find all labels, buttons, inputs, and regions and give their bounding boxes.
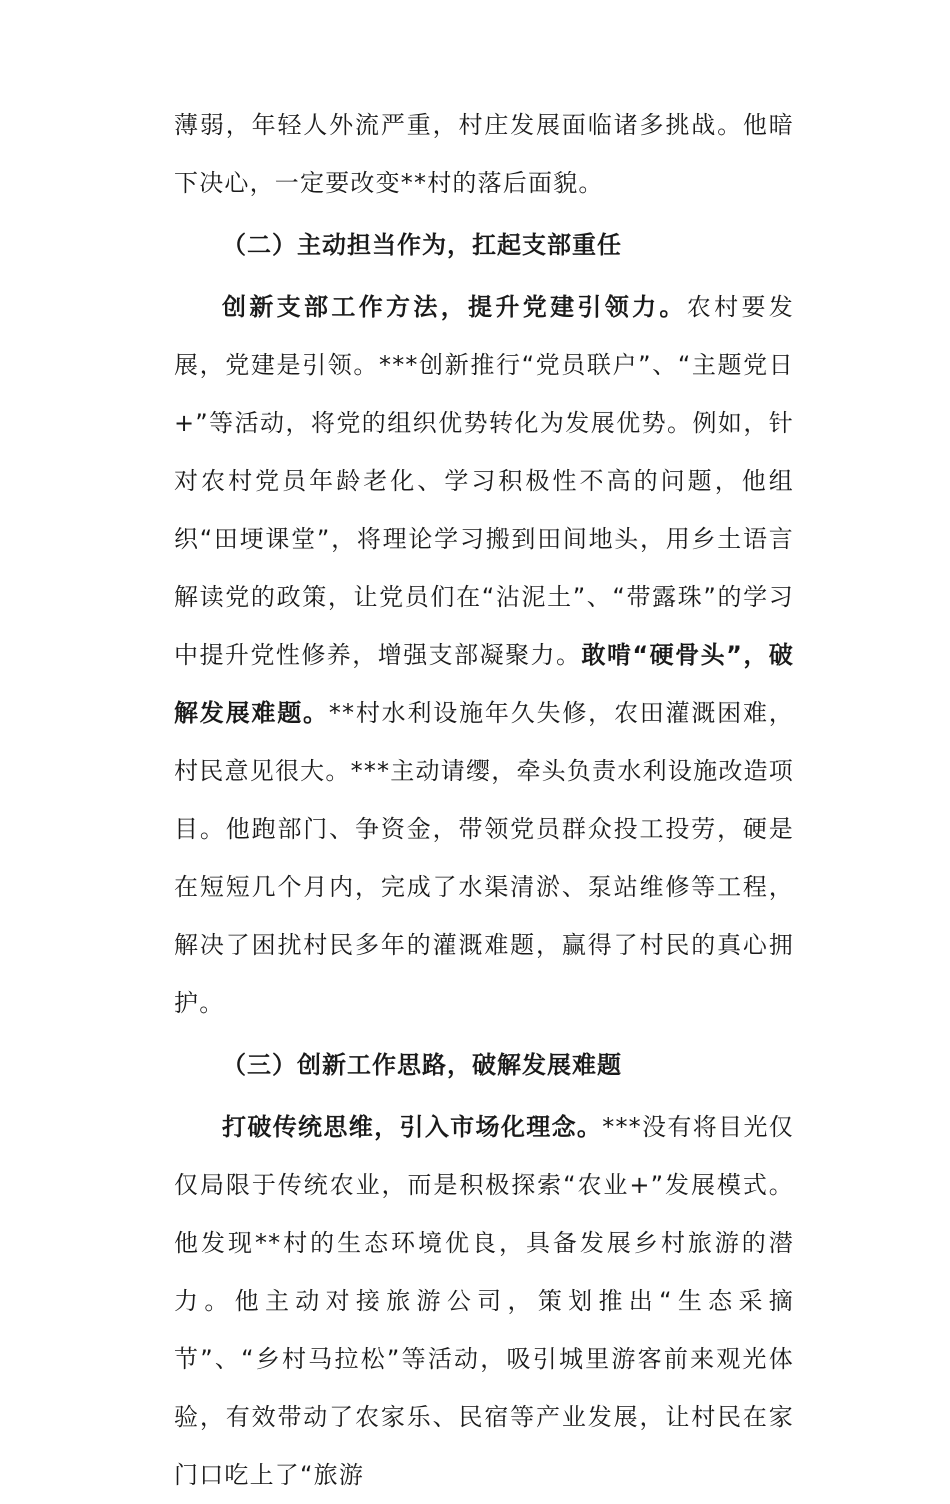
paragraph-lead: 创新支部工作方法，提升党建引领力。 bbox=[222, 293, 687, 321]
document-page bbox=[174, 96, 794, 1504]
paragraph-lead-2: 敢啃“硬骨头”，破解发展难题。 bbox=[174, 641, 794, 727]
paragraph-body: ***没有将目光仅仅局限于传统农业，而是积极探索“农业+”发展模式。他发现**村的生态环境优良，具备发展乡村旅游的潜力。他主动对接旅游公司，策划推出“生态采摘节”、“乡村马拉松”等活动，吸引城里游客前来观光体验，有效带动了农家乐、民宿等产业发展，让村民在家门口吃上了“旅游 bbox=[174, 1113, 794, 1489]
section-heading-2: （二）主动担当作为，扛起支部重任 bbox=[222, 231, 622, 259]
section-heading-3: （三）创新工作思路，破解发展难题 bbox=[222, 1051, 622, 1079]
paragraph-body-2: **村水利设施年久失修，农田灌溉困难，村民意见很大。***主动请缨，牵头负责水利设施改造项目。他跑部门、争资金，带领党员群众投工投劳，硬是在短短几个月内，完成了水渠清淤、泵站维修等工程，解决了困扰村民多年的灌溉难题，赢得了村民的真心拥护。 bbox=[174, 699, 794, 1017]
paragraph-continued: 薄弱，年轻人外流严重，村庄发展面临诸多挑战。他暗下决心，一定要改变**村的落后面貌。 bbox=[174, 111, 794, 197]
paragraph-party-building bbox=[174, 278, 794, 1032]
paragraph-market bbox=[174, 1098, 794, 1504]
paragraph-lead: 打破传统思维，引入市场化理念。 bbox=[222, 1113, 603, 1141]
paragraph-body: 农村要发展，党建是引领。***创新推行“党员联户”、“主题党日+”等活动，将党的组织优势转化为发展优势。例如，针对农村党员年龄老化、学习积极性不高的问题，他组织“田埂课堂”，将理论学习搬到田间地头，用乡土语言解读党的政策，让党员们在“沾泥土”、“带露珠”的学习中提升党性修养，增强支部凝聚力。 bbox=[174, 293, 794, 669]
